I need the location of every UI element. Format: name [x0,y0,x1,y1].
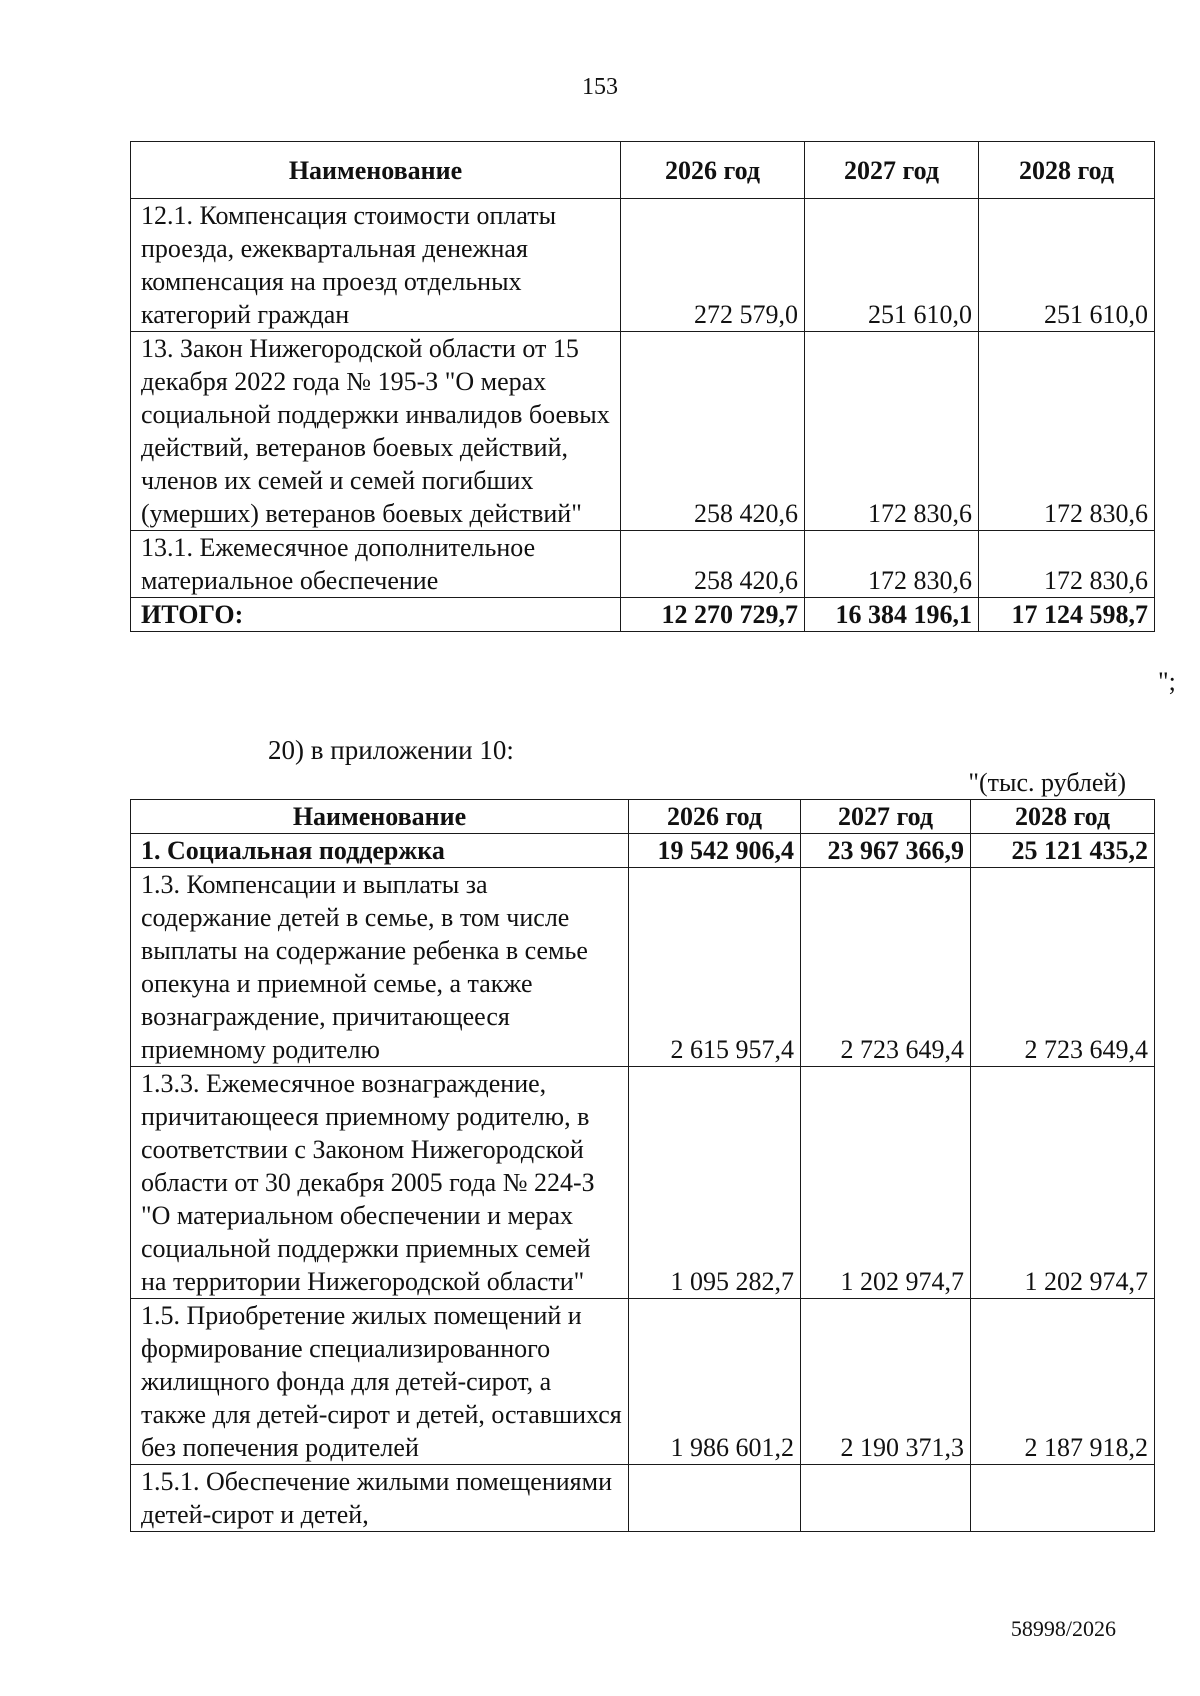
total-value-2026: 12 270 729,7 [621,598,805,632]
row-value-2028: 172 830,6 [979,332,1155,531]
row-value-2028: 2 723 649,4 [971,868,1155,1067]
closing-quote: "; [1158,667,1176,696]
row-name: 1.3. Компенсации и выплаты за содержание детей в семье, в том числе выплаты на содержание ребенка в семье опекуна и приемной семье, а также вознаграждение, причитающееся приемному родителю [131,868,629,1067]
section-value-2027: 23 967 366,9 [801,834,971,868]
table-row [131,332,1155,531]
amendment-intro: 20) в приложении 10: [268,735,514,765]
row-value-2028: 172 830,6 [979,531,1155,598]
document-number: 58998/2026 [1010,1616,1116,1641]
total-value-2028: 17 124 598,7 [979,598,1155,632]
column-header-name: Наименование [131,800,629,834]
row-value-2028 [971,1465,1155,1532]
total-row [131,598,1155,632]
row-value-2026: 272 579,0 [621,199,805,332]
total-value-2027: 16 384 196,1 [805,598,979,632]
column-header-2027: 2027 год [801,800,971,834]
row-name: 12.1. Компенсация стоимости оплаты проезда, ежеквартальная денежная компенсация на проезд отдельных категорий граждан [131,199,621,332]
column-header-2027: 2027 год [805,142,979,199]
units-label: "(тыс. рублей) [968,768,1126,797]
table-header-row [131,800,1155,834]
page-number: 153 [582,74,618,100]
row-value-2026: 1 095 282,7 [629,1067,801,1299]
column-header-2026: 2026 год [629,800,801,834]
row-value-2026: 1 986 601,2 [629,1299,801,1465]
budget-table-continued [130,141,1155,632]
row-name: 1.3.3. Ежемесячное вознаграждение, причитающееся приемному родителю, в соответствии с Законом Нижегородской области от 30 декабря 2005 года № 224-З "О материальном обеспечении и мерах социальной поддержки приемных семей на территории Нижегородской области" [131,1067,629,1299]
row-name: 13. Закон Нижегородской области от 15 декабря 2022 года № 195-З "О мерах социальной поддержки инвалидов боевых действий, ветеранов боевых действий, членов их семей и семей погибших (умерших) ветеранов боевых действий" [131,332,621,531]
row-value-2027 [801,1465,971,1532]
column-header-2028: 2028 год [971,800,1155,834]
row-value-2028: 2 187 918,2 [971,1299,1155,1465]
row-name: 13.1. Ежемесячное дополнительное материальное обеспечение [131,531,621,598]
table-row [131,868,1155,1067]
appendix-10-table [130,799,1155,1532]
section-value-2028: 25 121 435,2 [971,834,1155,868]
table-row [131,1067,1155,1299]
row-value-2026 [629,1465,801,1532]
row-value-2027: 2 723 649,4 [801,868,971,1067]
row-value-2026: 258 420,6 [621,332,805,531]
section-value-2026: 19 542 906,4 [629,834,801,868]
column-header-name: Наименование [131,142,621,199]
row-value-2027: 1 202 974,7 [801,1067,971,1299]
table-header-row [131,142,1155,199]
table-row [131,1465,1155,1532]
section-name: 1. Социальная поддержка [131,834,629,868]
row-value-2028: 251 610,0 [979,199,1155,332]
total-label: ИТОГО: [131,598,621,632]
row-value-2026: 2 615 957,4 [629,868,801,1067]
row-value-2026: 258 420,6 [621,531,805,598]
row-value-2028: 1 202 974,7 [971,1067,1155,1299]
row-value-2027: 2 190 371,3 [801,1299,971,1465]
row-value-2027: 172 830,6 [805,531,979,598]
row-name: 1.5. Приобретение жилых помещений и формирование специализированного жилищного фонда для детей-сирот, а также для детей-сирот и детей, оставшихся без попечения родителей [131,1299,629,1465]
row-value-2027: 251 610,0 [805,199,979,332]
table-row [131,1299,1155,1465]
row-value-2027: 172 830,6 [805,332,979,531]
table-row [131,531,1155,598]
table-row [131,199,1155,332]
column-header-2028: 2028 год [979,142,1155,199]
column-header-2026: 2026 год [621,142,805,199]
row-name: 1.5.1. Обеспечение жилыми помещениями детей-сирот и детей, [131,1465,629,1532]
section-row [131,834,1155,868]
